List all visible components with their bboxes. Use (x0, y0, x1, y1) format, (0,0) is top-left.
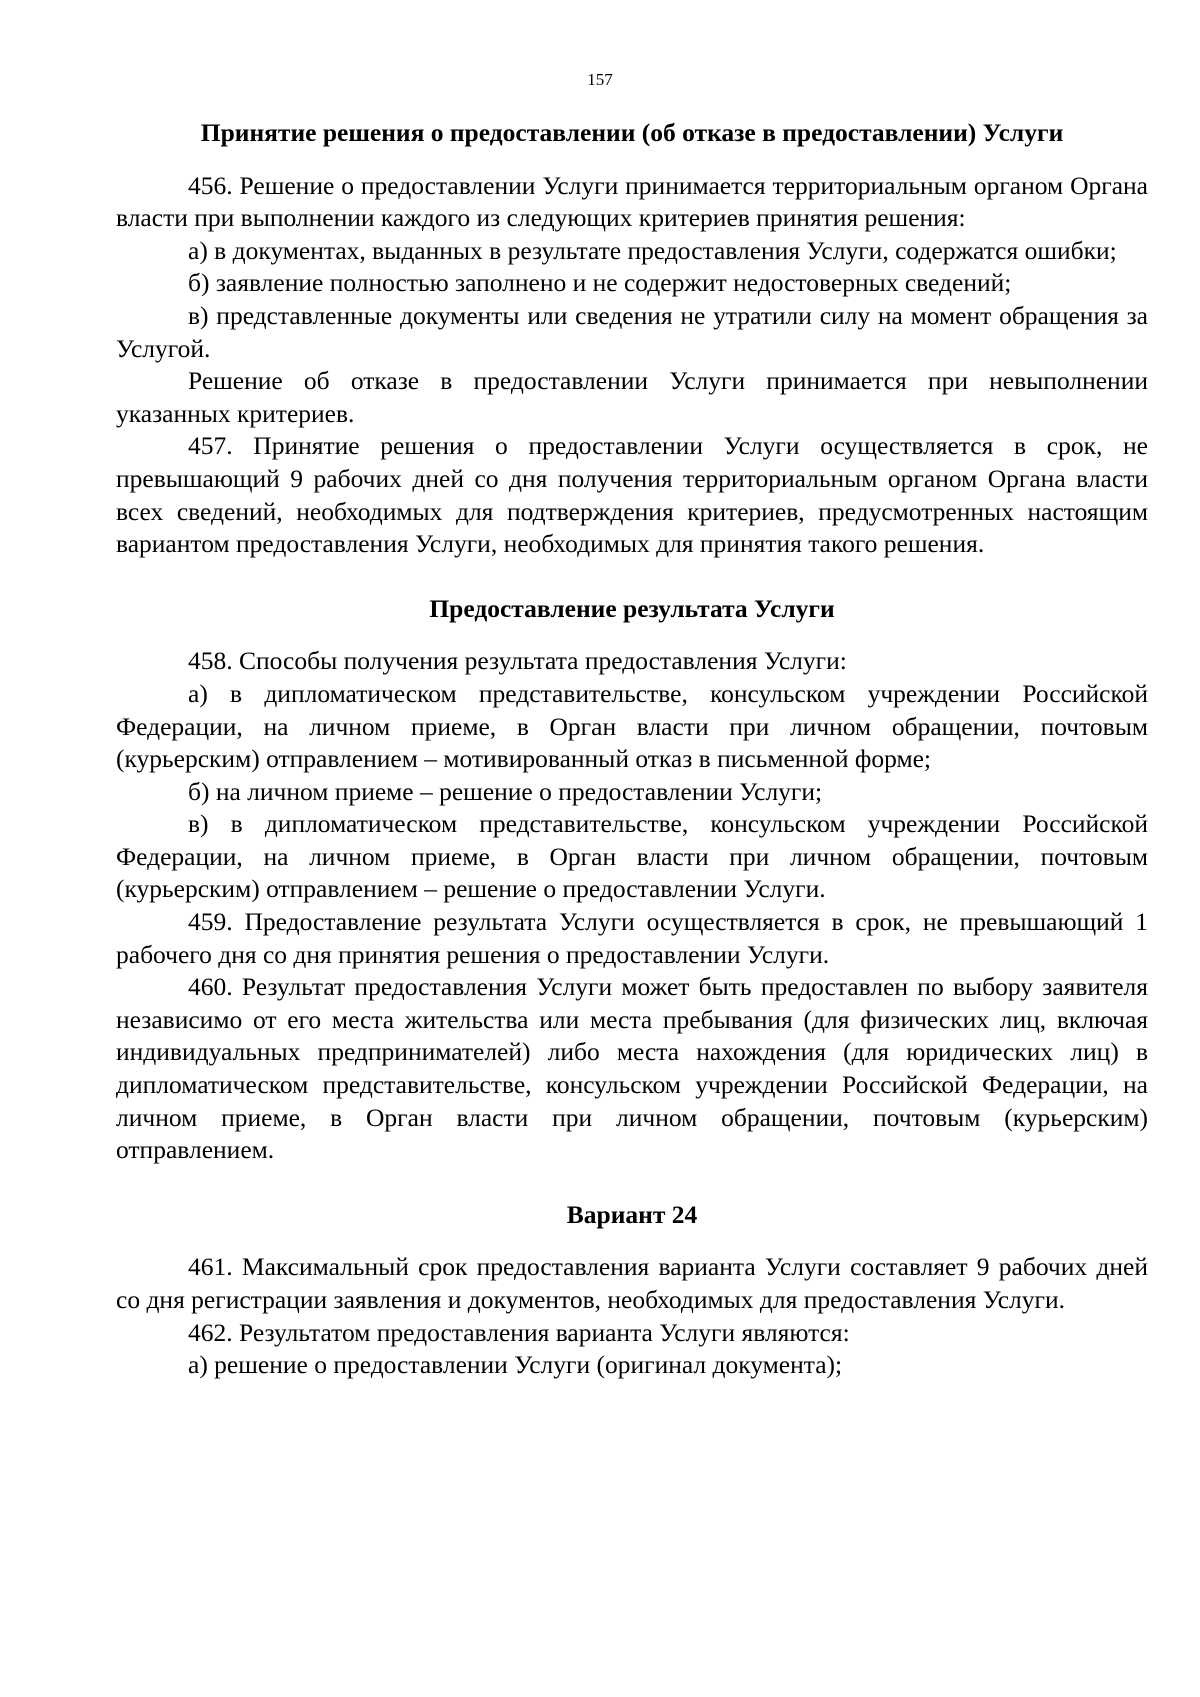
spacer (116, 1231, 1148, 1251)
section-heading-decision: Принятие решения о предоставлении (об отказе в предоставлении) Услуги (200, 118, 1064, 147)
page-number: 157 (587, 70, 613, 89)
paragraph-457: 457. Принятие решения о предоставлении Услуги осуществляется в срок, не превышающий 9 рабочих дней со дня получения территориальным органом Органа власти всех сведений, необходимых для подтверждения критериев, предусмотренных настоящим вариантом предоставления Услуги, необходимых для принятия такого решения. (116, 431, 1148, 559)
paragraph-456-b: б) заявление полностью заполнено и не содержит недостоверных сведений; (188, 268, 1012, 298)
paragraph-458-b: б) на личном приеме – решение о предоставлении Услуги; (188, 776, 823, 806)
spacer (116, 150, 1148, 170)
section-heading-variant-24: Вариант 24 (566, 1199, 698, 1229)
section-heading-result: Предоставление результата Услуги (429, 593, 835, 623)
paragraph-462-a: а) решение о предоставлении Услуги (оригинал документа); (188, 1350, 843, 1380)
paragraph-456-a: а) в документах, выданных в результате предоставления Услуги, содержатся ошибки; (188, 235, 1117, 265)
paragraph-458: 458. Способы получения результата предоставления Услуги: (188, 646, 847, 676)
spacer (116, 1167, 1148, 1199)
spacer (116, 561, 1148, 593)
paragraph-461: 461. Максимальный срок предоставления варианта Услуги составляет 9 рабочих дней со дня регистрации заявления и документов, необходимых для предоставления Услуги. (116, 1252, 1148, 1314)
paragraph-refusal: Решение об отказе в предоставлении Услуги принимается при невыполнении указанных критериев. (116, 366, 1148, 428)
paragraph-458-a: а) в дипломатическом представительстве, консульском учреждении Российской Федерации, на личном приеме, в Орган власти при личном обращении, почтовым (курьерским) отправлением – мотивированный отказ в письменной форме; (116, 678, 1148, 774)
paragraph-456: 456. Решение о предоставлении Услуги принимается территориальным органом Органа власти при выполнении каждого из следующих критериев принятия решения: (116, 170, 1148, 233)
document-body (116, 117, 1148, 1382)
paragraph-458-v: в) в дипломатическом представительстве, консульском учреждении Российской Федерации, на личном приеме, в Орган власти при личном обращении, почтовым (курьерским) отправлением – решение о предоставлении Услуги. (116, 809, 1148, 904)
paragraph-456-v: в) представленные документы или сведения не утратили силу на момент обращения за Услугой. (116, 300, 1148, 363)
paragraph-462: 462. Результатом предоставления варианта Услуги являются: (188, 1317, 850, 1347)
paragraph-460: 460. Результат предоставления Услуги может быть предоставлен по выбору заявителя независимо от его места жительства или места пребывания (для физических лиц, включая индивидуальных предпринимателей) либо места нахождения (для юридических лиц) в дипломатическом представительстве, консульском учреждении Российской Федерации, на личном приеме, в Орган власти при личном обращении, почтовым (курьерским) отправлением. (116, 972, 1148, 1165)
spacer (116, 625, 1148, 645)
paragraph-459: 459. Предоставление результата Услуги осуществляется в срок, не превышающий 1 рабочего дня со дня принятия решения о предоставлении Услуги. (116, 907, 1148, 969)
